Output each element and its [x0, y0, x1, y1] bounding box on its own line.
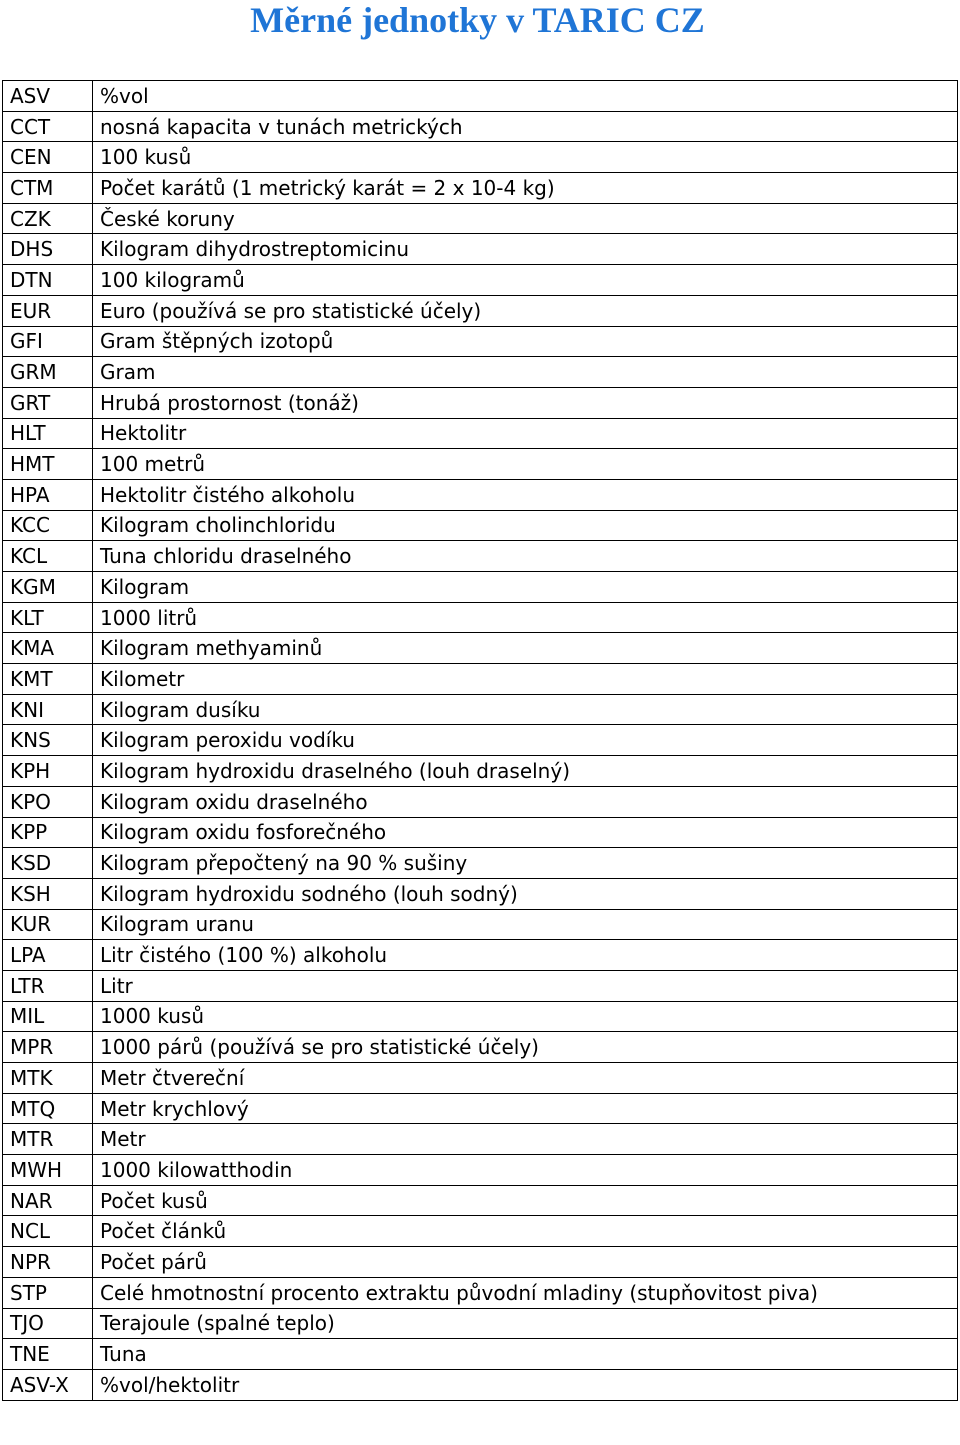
unit-description-cell: %vol	[93, 81, 958, 112]
unit-description-cell: %vol/hektolitr	[93, 1369, 958, 1400]
table-row	[3, 81, 958, 112]
unit-code-cell: HLT	[3, 418, 93, 449]
table-row	[3, 357, 958, 388]
unit-description-cell: Litr	[93, 970, 958, 1001]
table-row	[3, 173, 958, 204]
unit-code-cell: NAR	[3, 1185, 93, 1216]
unit-code-cell: MTK	[3, 1063, 93, 1094]
unit-code-cell: TNE	[3, 1339, 93, 1370]
unit-code-cell: NCL	[3, 1216, 93, 1247]
unit-description-cell: Terajoule (spalné teplo)	[93, 1308, 958, 1339]
unit-description-cell: Gram štěpných izotopů	[93, 326, 958, 357]
table-row	[3, 1063, 958, 1094]
table-row	[3, 510, 958, 541]
unit-code-cell: GRT	[3, 387, 93, 418]
unit-description-cell: Kilometr	[93, 664, 958, 695]
unit-description-cell: nosná kapacita v tunách metrických	[93, 111, 958, 142]
unit-code-cell: KMA	[3, 633, 93, 664]
unit-description-cell: Hrubá prostornost (tonáž)	[93, 387, 958, 418]
table-row	[3, 664, 958, 695]
table-row	[3, 786, 958, 817]
table-row	[3, 1124, 958, 1155]
unit-description-cell: Tuna chloridu draselného	[93, 541, 958, 572]
table-row	[3, 541, 958, 572]
unit-code-cell: CCT	[3, 111, 93, 142]
unit-description-cell: Hektolitr	[93, 418, 958, 449]
unit-code-cell: KNS	[3, 725, 93, 756]
unit-description-cell: Litr čistého (100 %) alkoholu	[93, 940, 958, 971]
unit-code-cell: MTQ	[3, 1093, 93, 1124]
unit-code-cell: KNI	[3, 694, 93, 725]
table-row	[3, 572, 958, 603]
table-row	[3, 756, 958, 787]
unit-description-cell: Gram	[93, 357, 958, 388]
unit-code-cell: MTR	[3, 1124, 93, 1155]
unit-code-cell: EUR	[3, 295, 93, 326]
unit-code-cell: KCL	[3, 541, 93, 572]
unit-description-cell: 1000 kilowatthodin	[93, 1155, 958, 1186]
table-row	[3, 479, 958, 510]
unit-description-cell: Kilogram hydroxidu sodného (louh sodný)	[93, 878, 958, 909]
unit-description-cell: Kilogram peroxidu vodíku	[93, 725, 958, 756]
unit-description-cell: 1000 litrů	[93, 602, 958, 633]
table-row	[3, 449, 958, 480]
unit-description-cell: Kilogram cholinchloridu	[93, 510, 958, 541]
table-row	[3, 878, 958, 909]
unit-code-cell: DHS	[3, 234, 93, 265]
unit-description-cell: Metr krychlový	[93, 1093, 958, 1124]
unit-description-cell: Kilogram přepočtený na 90 % sušiny	[93, 848, 958, 879]
unit-code-cell: HMT	[3, 449, 93, 480]
table-row	[3, 1185, 958, 1216]
table-row	[3, 1093, 958, 1124]
unit-description-cell: Kilogram methyaminů	[93, 633, 958, 664]
unit-description-cell: 100 metrů	[93, 449, 958, 480]
unit-description-cell: 100 kilogramů	[93, 265, 958, 296]
unit-description-cell: Kilogram hydroxidu draselného (louh draselný)	[93, 756, 958, 787]
table-row	[3, 817, 958, 848]
unit-code-cell: KSH	[3, 878, 93, 909]
table-row	[3, 602, 958, 633]
unit-description-cell: Celé hmotnostní procento extraktu původní mladiny (stupňovitost piva)	[93, 1277, 958, 1308]
table-row	[3, 1369, 958, 1400]
unit-description-cell: Kilogram dihydrostreptomicinu	[93, 234, 958, 265]
unit-code-cell: NPR	[3, 1247, 93, 1278]
table-row	[3, 1032, 958, 1063]
unit-code-cell: KMT	[3, 664, 93, 695]
table-row	[3, 326, 958, 357]
unit-code-cell: KUR	[3, 909, 93, 940]
table-row	[3, 1155, 958, 1186]
unit-description-cell: Počet párů	[93, 1247, 958, 1278]
unit-code-cell: HPA	[3, 479, 93, 510]
unit-description-cell: Kilogram oxidu fosforečného	[93, 817, 958, 848]
page-title: Měrné jednotky v TARIC CZ	[250, 0, 705, 40]
unit-code-cell: ASV	[3, 81, 93, 112]
unit-code-cell: CEN	[3, 142, 93, 173]
unit-description-cell: Tuna	[93, 1339, 958, 1370]
table-row	[3, 633, 958, 664]
unit-code-cell: KSD	[3, 848, 93, 879]
table-row	[3, 203, 958, 234]
unit-code-cell: MIL	[3, 1001, 93, 1032]
table-row	[3, 970, 958, 1001]
table-row	[3, 1001, 958, 1032]
table-row	[3, 234, 958, 265]
table-row	[3, 418, 958, 449]
unit-description-cell: Metr	[93, 1124, 958, 1155]
unit-code-cell: KLT	[3, 602, 93, 633]
table-row	[3, 265, 958, 296]
unit-description-cell: Kilogram	[93, 572, 958, 603]
unit-description-cell: 100 kusů	[93, 142, 958, 173]
unit-code-cell: ASV-X	[3, 1369, 93, 1400]
unit-description-cell: Kilogram oxidu draselného	[93, 786, 958, 817]
table-row	[3, 1216, 958, 1247]
unit-code-cell: MPR	[3, 1032, 93, 1063]
unit-code-cell: LTR	[3, 970, 93, 1001]
table-row	[3, 1308, 958, 1339]
table-row	[3, 387, 958, 418]
unit-description-cell: Počet karátů (1 metrický karát = 2 x 10-4 kg)	[93, 173, 958, 204]
unit-description-cell: Metr čtvereční	[93, 1063, 958, 1094]
units-table-body	[3, 81, 958, 1401]
unit-description-cell: Kilogram uranu	[93, 909, 958, 940]
table-row	[3, 1277, 958, 1308]
unit-code-cell: MWH	[3, 1155, 93, 1186]
unit-description-cell: 1000 kusů	[93, 1001, 958, 1032]
table-row	[3, 1339, 958, 1370]
unit-code-cell: CTM	[3, 173, 93, 204]
unit-code-cell: KPO	[3, 786, 93, 817]
unit-code-cell: TJO	[3, 1308, 93, 1339]
unit-code-cell: LPA	[3, 940, 93, 971]
unit-code-cell: KCC	[3, 510, 93, 541]
unit-description-cell: Euro (používá se pro statistické účely)	[93, 295, 958, 326]
table-row	[3, 111, 958, 142]
unit-code-cell: DTN	[3, 265, 93, 296]
table-row	[3, 848, 958, 879]
table-row	[3, 1247, 958, 1278]
units-table	[2, 80, 958, 1401]
unit-code-cell: KGM	[3, 572, 93, 603]
unit-description-cell: Počet kusů	[93, 1185, 958, 1216]
table-row	[3, 142, 958, 173]
unit-code-cell: STP	[3, 1277, 93, 1308]
unit-description-cell: 1000 párů (používá se pro statistické účely)	[93, 1032, 958, 1063]
unit-description-cell: Kilogram dusíku	[93, 694, 958, 725]
unit-code-cell: CZK	[3, 203, 93, 234]
unit-code-cell: GFI	[3, 326, 93, 357]
table-row	[3, 940, 958, 971]
unit-code-cell: KPP	[3, 817, 93, 848]
table-row	[3, 295, 958, 326]
table-row	[3, 909, 958, 940]
table-row	[3, 725, 958, 756]
unit-description-cell: Hektolitr čistého alkoholu	[93, 479, 958, 510]
table-row	[3, 694, 958, 725]
unit-description-cell: Počet článků	[93, 1216, 958, 1247]
unit-description-cell: České koruny	[93, 203, 958, 234]
unit-code-cell: KPH	[3, 756, 93, 787]
unit-code-cell: GRM	[3, 357, 93, 388]
